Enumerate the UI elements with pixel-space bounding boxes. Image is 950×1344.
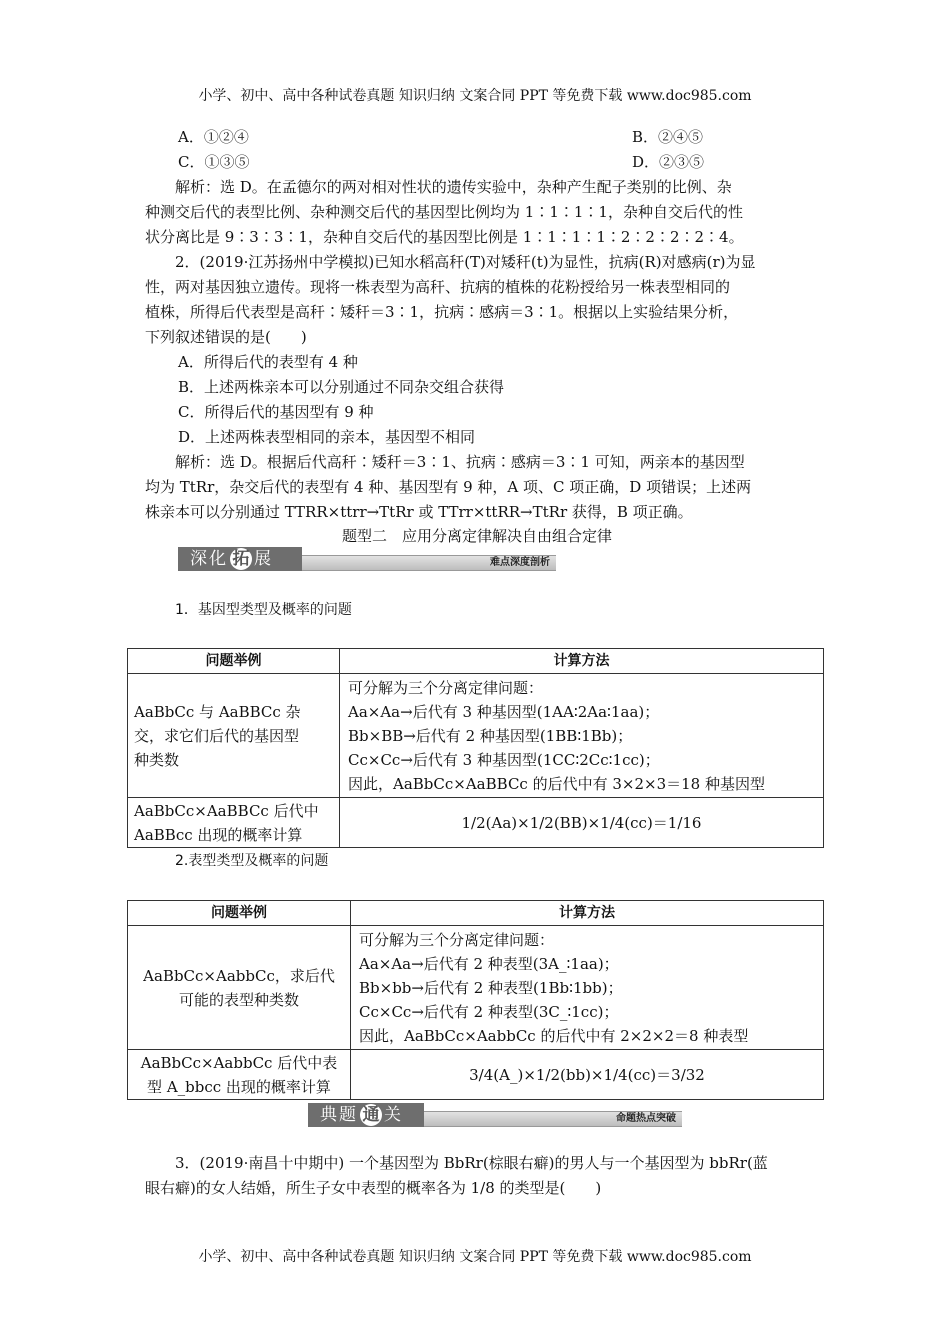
banner-right-text: 命题热点突破	[616, 1113, 676, 1124]
table-cell	[128, 1050, 351, 1100]
cell-line: 因此，AaBbCc×AabbCc 的后代中有 2×2×2＝8 种表型	[359, 1026, 749, 1045]
banner-label	[178, 547, 302, 571]
cell-line: 可能的表型种类数	[178, 990, 299, 1009]
table-header: 计算方法	[351, 901, 824, 926]
q2-option-b: B．上述两株亲本可以分别通过不同杂交组合获得	[178, 378, 505, 396]
cell-line: 种类数	[134, 750, 180, 769]
q2-option-d: D．上述两株表型相同的亲本，基因型不相同	[178, 428, 476, 446]
table-header: 问题举例	[128, 901, 351, 926]
banner-label-a: 典题	[320, 1105, 358, 1125]
q2-analysis-line: 株亲本可以分别通过 TTRR×ttrr→TtRr 或 TTrr×ttRR→TtRr 获得，B 项正确。	[145, 503, 693, 521]
banner-label	[308, 1103, 424, 1127]
cell-line: 交，求它们后代的基因型	[134, 726, 300, 745]
q2-option-a: A．所得后代的表型有 4 种	[178, 353, 358, 371]
subheading-genotype: 1．基因型类型及概率的问题	[175, 602, 352, 618]
section-title: 题型二 应用分离定律解决自由组合定律	[342, 527, 613, 545]
banner-right-text: 难点深度剖析	[490, 557, 550, 568]
banner-circle-icon: 通	[360, 1104, 382, 1126]
cell-line: Bb×BB→后代有 2 种基因型(1BB∶1Bb)；	[348, 726, 633, 745]
q3-stem-line: 眼右癖)的女人结婚，所生子女中表型的概率各为 1/8 的类型是( )	[145, 1179, 602, 1197]
cell-line: AaBbCc 与 AaBBCc 杂	[134, 702, 301, 721]
subheading-phenotype: 2.表型类型及概率的问题	[175, 853, 329, 869]
option-a: A．①②④	[178, 128, 249, 146]
table-cell	[340, 674, 824, 798]
cell-line: AaBBcc 出现的概率计算	[134, 825, 303, 844]
cell-line: Cc×Cc→后代有 3 种基因型(1CC∶2Cc∶1cc)；	[348, 750, 660, 769]
table-cell: 1/2(Aa)×1/2(BB)×1/4(cc)＝1/16	[340, 798, 824, 848]
phenotype-table	[127, 900, 824, 1100]
cell-line: Cc×Cc→后代有 2 种表型(3C_∶1cc)；	[359, 1002, 619, 1021]
cell-line: AaBbCc×AabbCc 后代中表	[140, 1053, 338, 1072]
page-footer: 小学、初中、高中各种试卷真题 知识归纳 文案合同 PPT 等免费下载 www.doc985.com	[198, 1249, 752, 1265]
page-header: 小学、初中、高中各种试卷真题 知识归纳 文案合同 PPT 等免费下载 www.doc985.com	[198, 88, 752, 104]
banner-label-a: 深化	[190, 549, 228, 569]
cell-line: 因此，AaBbCc×AaBBCc 的后代中有 3×2×3＝18 种基因型	[348, 774, 765, 793]
q2-option-c: C．所得后代的基因型有 9 种	[178, 403, 374, 421]
q2-stem-line: 2．(2019·江苏扬州中学模拟)已知水稻高秆(T)对矮秆(t)为显性，抗病(R)对感病(r)为显	[175, 253, 756, 271]
q1-analysis-line: 种测交后代的表型比例、杂种测交后代的基因型比例均为 1∶1∶1∶1，杂种自交后代的性	[145, 203, 743, 221]
genotype-table	[127, 648, 824, 848]
banner-label-b: 展	[254, 549, 273, 569]
option-b: B．②④⑤	[632, 128, 704, 146]
banner-bar	[298, 555, 556, 571]
cell-line: 可分解为三个分离定律问题：	[359, 930, 555, 949]
banner-bar	[420, 1111, 682, 1127]
option-d: D．②③⑤	[632, 153, 705, 171]
cell-line: 可分解为三个分离定律问题：	[348, 678, 544, 697]
table-header: 问题举例	[128, 649, 340, 674]
table-cell	[351, 926, 824, 1050]
q2-analysis-line: 解析：选 D。根据后代高秆∶矮秆＝3∶1、抗病∶感病＝3∶1 可知，两亲本的基因型	[175, 453, 745, 471]
cell-line: Aa×Aa→后代有 2 种表型(3A_∶1aa)；	[359, 954, 619, 973]
banner-deepen	[178, 547, 556, 571]
table-cell: 3/4(A_)×1/2(bb)×1/4(cc)＝3/32	[351, 1050, 824, 1100]
q2-stem-line: 植株，所得后代表型是高秆∶矮秆＝3∶1，抗病∶感病＝3∶1。根据以上实验结果分析，	[145, 303, 739, 321]
cell-line: Aa×Aa→后代有 3 种基因型(1AA∶2Aa∶1aa)；	[348, 702, 660, 721]
table-cell	[128, 674, 340, 798]
banner-circle-icon: 拓	[230, 548, 252, 570]
cell-line: AaBbCc×AabbCc，求后代	[143, 966, 335, 985]
cell-line: 型 A_bbcc 出现的概率计算	[147, 1077, 331, 1096]
option-c: C．①③⑤	[178, 153, 250, 171]
q3-stem-line: 3．(2019·南昌十中期中) 一个基因型为 BbRr(棕眼右癖)的男人与一个基因型为 bbRr(蓝	[175, 1154, 768, 1172]
q2-analysis-line: 均为 TtRr，杂交后代的表型有 4 种、基因型有 9 种，A 项、C 项正确，D 项错误；上述两	[145, 478, 752, 496]
table-cell	[128, 798, 340, 848]
banner-label-b: 关	[384, 1105, 403, 1125]
q2-stem-line: 下列叙述错误的是( )	[145, 328, 307, 346]
q2-stem-line: 性，两对基因独立遗传。现将一株表型为高秆、抗病的植株的花粉授给另一株表型相同的	[145, 278, 731, 296]
table-header: 计算方法	[340, 649, 824, 674]
banner-practice	[308, 1103, 682, 1127]
q1-analysis-line: 状分离比是 9∶3∶3∶1，杂种自交后代的基因型比例是 1∶1∶1∶1∶2∶2∶2∶2∶4。	[145, 228, 744, 246]
q1-analysis-line: 解析：选 D。在孟德尔的两对相对性状的遗传实验中，杂种产生配子类别的比例、杂	[175, 178, 732, 196]
table-cell	[128, 926, 351, 1050]
cell-line: Bb×bb→后代有 2 种表型(1Bb∶1bb)；	[359, 978, 623, 997]
cell-line: AaBbCc×AaBBCc 后代中	[134, 801, 319, 820]
